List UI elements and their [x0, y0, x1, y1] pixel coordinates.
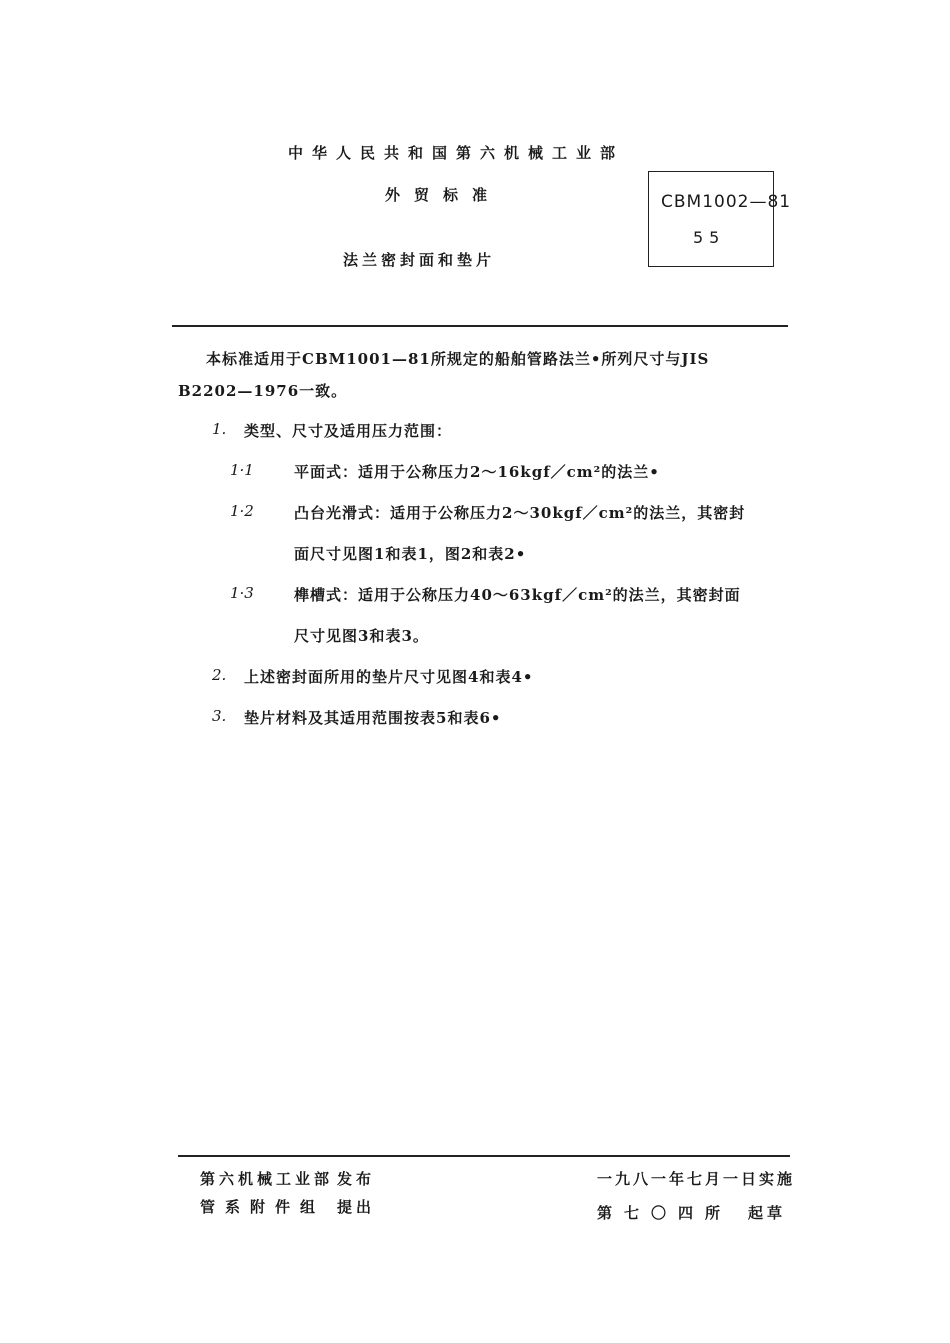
drafter-action: 起草: [748, 1204, 787, 1222]
intro-line-2: B2202—1976一致。: [178, 382, 348, 400]
ministry-name: 中华人民共和国第六机械工业部: [288, 144, 625, 162]
proposer-action: 提出: [337, 1198, 376, 1216]
section-1-number: 1.: [212, 420, 227, 438]
drafter: 第七〇四所: [597, 1204, 733, 1222]
document-title: 法兰密封面和垫片: [343, 251, 496, 269]
section-2-number: 2.: [212, 666, 227, 684]
section-2-text: 上述密封面所用的垫片尺寸见图4和表4•: [244, 668, 534, 686]
section-1-1-number: 1·1: [230, 461, 254, 479]
proposer: 管系附件组: [200, 1198, 326, 1216]
section-1-text: 类型、尺寸及适用压力范围：: [244, 422, 453, 440]
footer-divider: [178, 1155, 790, 1157]
section-3-number: 3.: [212, 707, 227, 725]
standard-code: CBM1002—81: [661, 192, 792, 212]
effective-date: 一九八一年七月一日实施: [597, 1170, 796, 1188]
issuer: 第六机械工业部: [200, 1170, 334, 1188]
section-1-3-continued: 尺寸见图3和表3。: [294, 627, 429, 645]
section-1-2-number: 1·2: [230, 502, 254, 520]
section-1-2-continued: 面尺寸见图1和表1，图2和表2•: [294, 545, 527, 563]
header-divider: [172, 325, 788, 327]
issuer-action: 发布: [337, 1170, 376, 1188]
section-1-3-text: 榫槽式：适用于公称压力40～63kgf／cm²的法兰，其密封面: [294, 586, 741, 604]
section-1-1-text: 平面式：适用于公称压力2～16kgf／cm²的法兰•: [294, 463, 660, 481]
section-1-3-number: 1·3: [230, 584, 254, 602]
standard-type: 外贸标准: [385, 186, 502, 204]
page-number: 55: [693, 228, 726, 247]
section-3-text: 垫片材料及其适用范围按表5和表6•: [244, 709, 502, 727]
section-1-2-text: 凸台光滑式：适用于公称压力2～30kgf／cm²的法兰，其密封: [294, 504, 746, 522]
intro-line-1: 本标准适用于CBM1001—81所规定的船舶管路法兰•所列尺寸与JIS: [206, 350, 710, 368]
standard-code-box: [648, 171, 792, 267]
